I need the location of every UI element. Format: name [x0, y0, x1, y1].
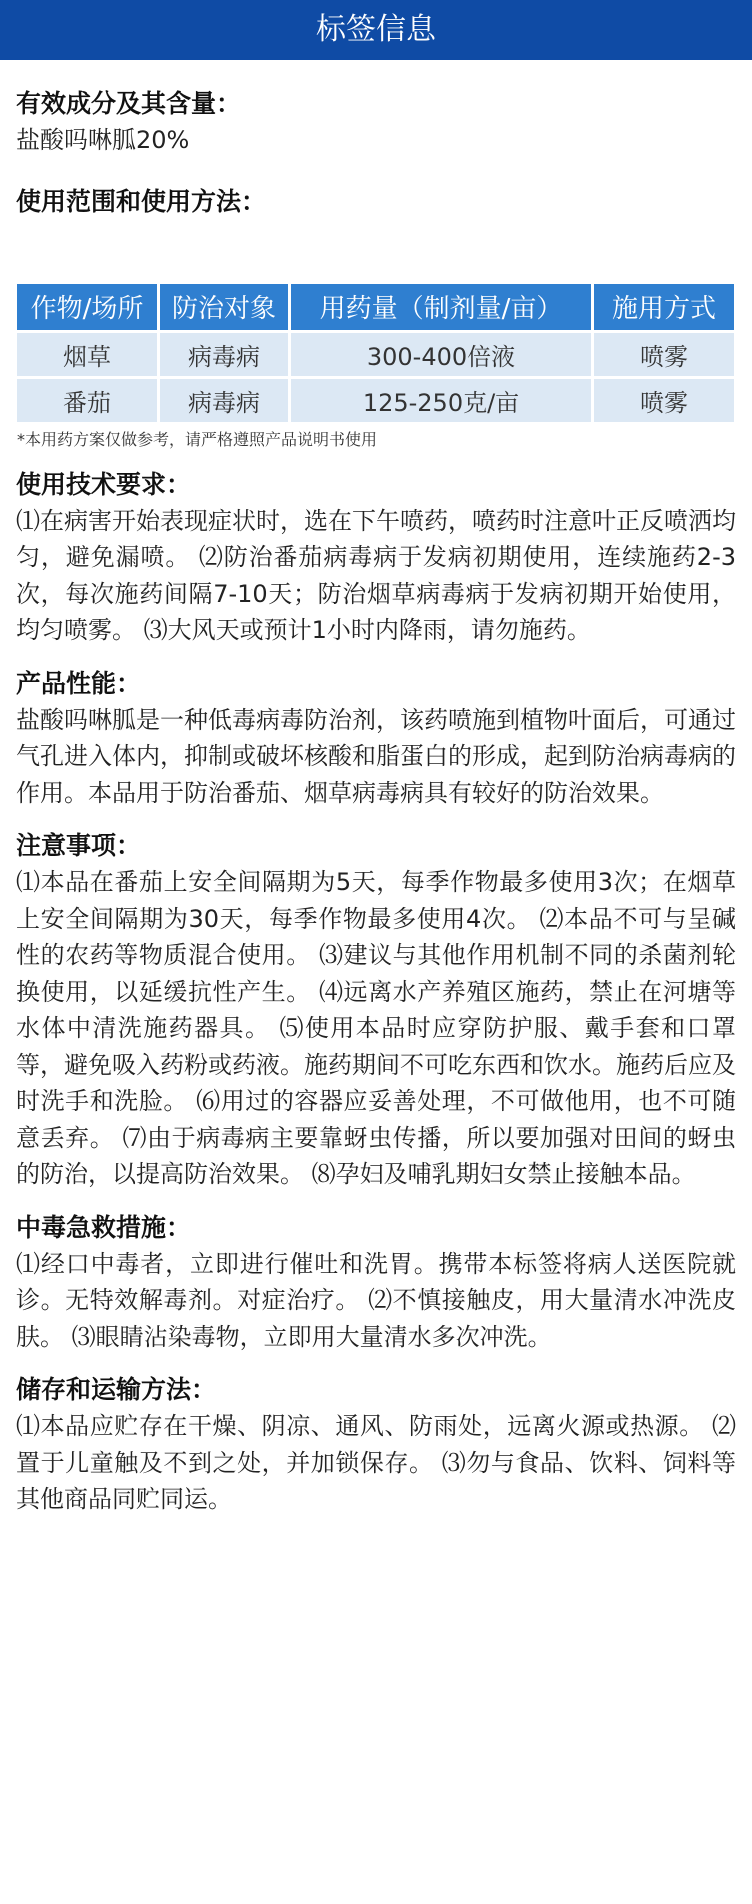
main-content-lower — [0, 451, 752, 1518]
table-footnote: *本用药方案仅做参考，请严格遵照产品说明书使用 — [17, 429, 378, 449]
usage-table — [14, 281, 737, 425]
ingredient-text: 盐酸吗啉胍20% — [16, 126, 190, 154]
table-cell-target: 病毒病 — [160, 333, 288, 376]
table-row — [17, 333, 734, 376]
page-header — [0, 0, 752, 60]
column-header-crop: 作物/场所 — [17, 284, 157, 330]
cautions-title: 注意事项： — [16, 831, 142, 860]
table-row — [17, 379, 734, 422]
table-cell-dosage: 125-250克/亩 — [291, 379, 591, 422]
cautions-text: ⑴本品在番茄上安全间隔期为5天，每季作物最多使用3次；在烟草上安全间隔期为30天，每季作物最多使用4次。 ⑵本品不可与呈碱性的农药等物质混合使用。 ⑶建议与其他作用机制不同的杀菌剂轮换使用，以延缓抗性产生。 ⑷远离水产养殖区施药，禁止在河塘等水体中清洗施药器具。 ⑸使用本品时应穿防护服、戴手套和口罩等，避免吸入药粉或药液。施药期间不可吃东西和饮水。施药后应及时洗手和洗脸。 ⑹用过的容器应妥善处理，不可做他用，也不可随意丢弃。 ⑺由于病毒病主要靠蚜虫传播，所以要加强对田间的蚜虫的防治，以提高防治效果。 ⑻孕妇及哺乳期妇女禁止接触本品。 — [16, 868, 736, 1188]
main-content — [0, 60, 752, 281]
table-cell-dosage: 300-400倍液 — [291, 333, 591, 376]
column-header-method: 施用方式 — [594, 284, 734, 330]
first-aid-text: ⑴经口中毒者，立即进行催吐和洗胃。携带本标签将病人送医院就诊。无特效解毒剂。对症治疗。 ⑵不慎接触皮，用大量清水冲洗皮肤。 ⑶眼睛沾染毒物，立即用大量清水多次冲洗。 — [16, 1249, 736, 1351]
performance-title: 产品性能： — [16, 668, 142, 698]
storage-text: ⑴本品应贮存在干燥、阴凉、通风、防雨处，远离火源或热源。 ⑵置于儿童触及不到之处，并加锁保存。 ⑶勿与食品、饮料、饲料等其他商品同贮同运。 — [16, 1412, 736, 1513]
table-cell-method: 喷雾 — [594, 333, 734, 376]
table-header-row — [17, 284, 734, 330]
table-cell-crop: 烟草 — [17, 333, 157, 376]
technique-text: ⑴在病害开始表现症状时，选在下午喷药，喷药时注意叶正反喷洒均匀，避免漏喷。 ⑵防治番茄病毒病于发病初期使用，连续施药2-3次，每次施药间隔7-10天；防治烟草病毒病于发病初期开始使用，均匀喷雾。 ⑶大风天或预计1小时内降雨，请勿施药。 — [16, 506, 736, 644]
storage-title: 储存和运输方法： — [16, 1375, 217, 1404]
page-title: 标签信息 — [316, 12, 436, 47]
scope-title: 使用范围和使用方法： — [16, 186, 267, 216]
column-header-dosage: 用药量（制剂量/亩） — [291, 284, 591, 330]
ingredient-title: 有效成分及其含量： — [16, 89, 242, 118]
column-header-target: 防治对象 — [160, 284, 288, 330]
table-cell-crop: 番茄 — [17, 379, 157, 422]
table-cell-method: 喷雾 — [594, 379, 734, 422]
technique-title: 使用技术要求： — [16, 469, 192, 499]
usage-table-section — [0, 281, 752, 451]
performance-text: 盐酸吗啉胍是一种低毒病毒防治剂，该药喷施到植物叶面后，可通过气孔进入体内，抑制或破坏核酸和脂蛋白的形成，起到防治病毒病的作用。本品用于防治番茄、烟草病毒病具有较好的防治效果。 — [16, 705, 736, 807]
first-aid-title: 中毒急救措施： — [16, 1212, 192, 1242]
table-cell-target: 病毒病 — [160, 379, 288, 422]
